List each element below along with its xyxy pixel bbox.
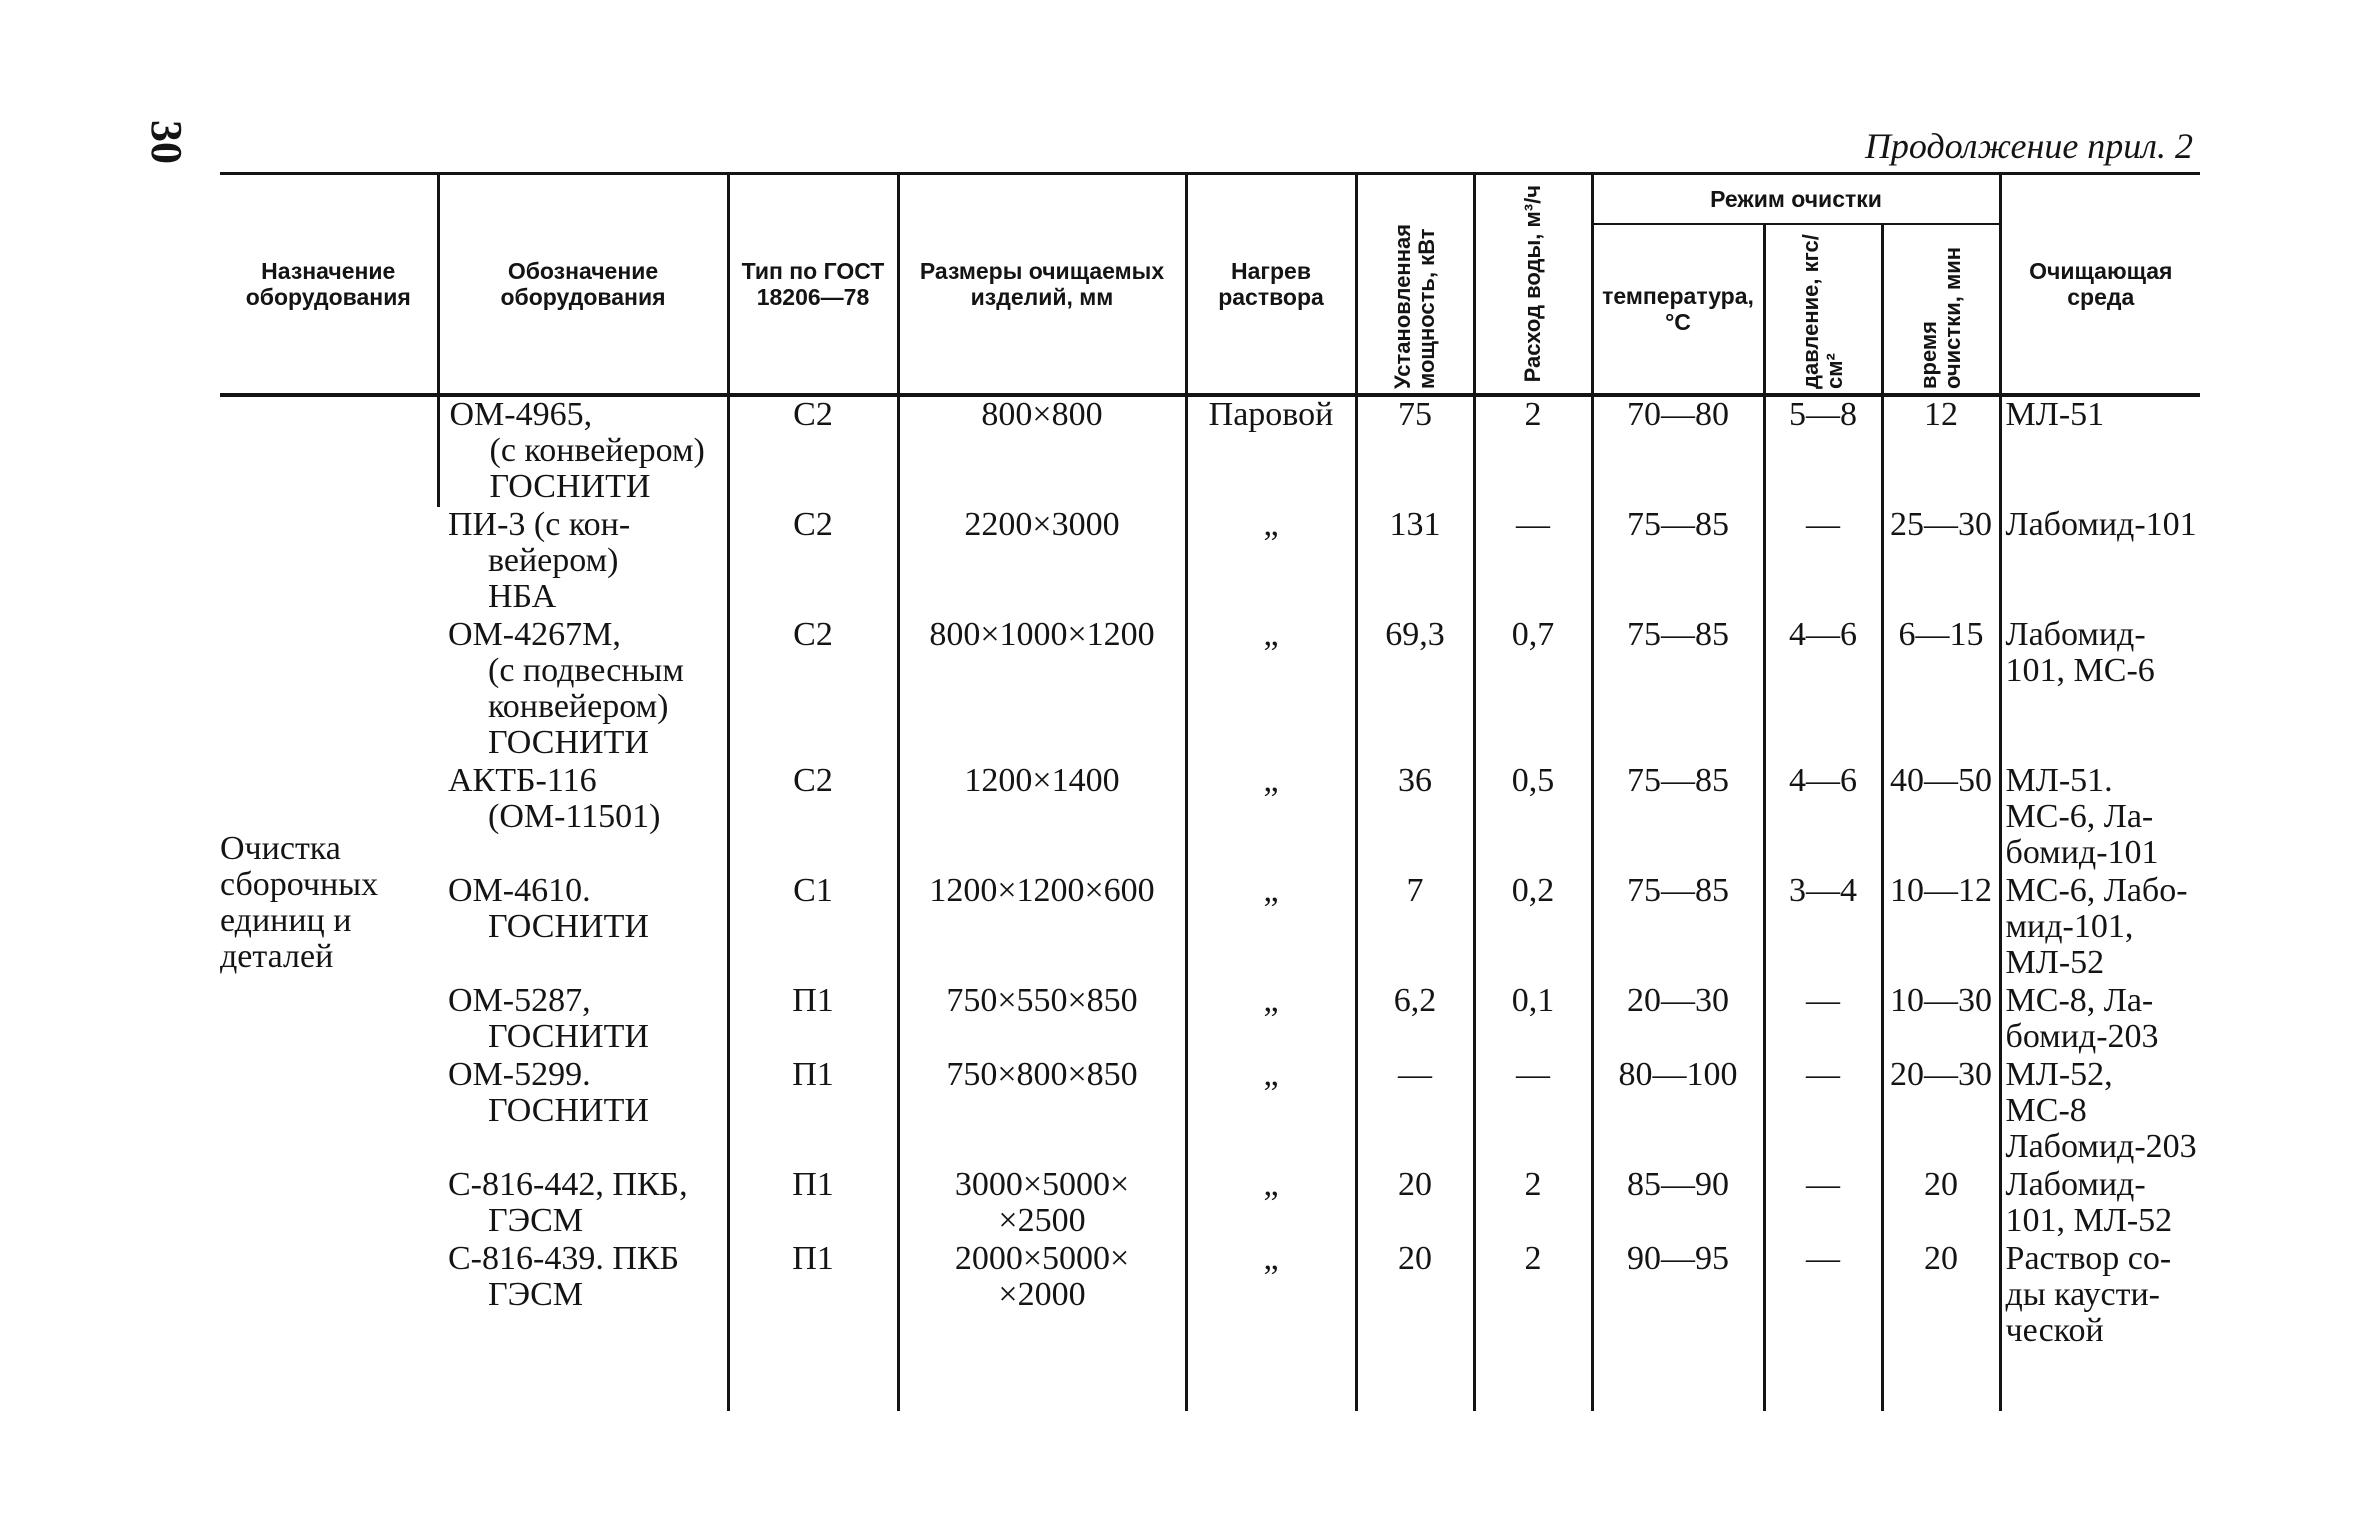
time-cell: 10—12: [1882, 873, 2000, 983]
table-row: [220, 873, 2200, 983]
sizes-cell: [898, 1057, 1186, 1167]
sizes-cell: [898, 1167, 1186, 1241]
time-cell: 6—15: [1882, 617, 2000, 763]
medium-cell-line: мид-101,: [2005, 908, 2134, 945]
medium-cell-line: МЛ-52: [2005, 944, 2105, 981]
spacer-cell: [1186, 1351, 1356, 1411]
spacer-cell: [898, 1351, 1186, 1411]
header-water: Расход воды, м³/ч: [1474, 174, 1592, 396]
spacer-cell: [1764, 1351, 1882, 1411]
table-row: [220, 1167, 2200, 1241]
medium-cell: [2000, 983, 2200, 1057]
purpose-cell: Очистка сборочных единиц и деталей: [220, 830, 379, 975]
header-medium: Очищающая среда: [2000, 174, 2200, 396]
medium-cell-line: МЛ-52, МС-8: [2005, 1056, 2113, 1129]
heating-cell: „: [1186, 763, 1356, 873]
medium-cell-line: Лабомид-: [2005, 1166, 2146, 1203]
table-row: [220, 507, 2200, 617]
designation-cell: [438, 617, 728, 763]
designation-cell-line: С-816-439. ПКБ: [448, 1240, 680, 1277]
medium-cell: [2000, 507, 2200, 617]
header-pressure: давление, кгс/см²: [1764, 224, 1882, 395]
pressure-cell: 4—6: [1764, 763, 1882, 873]
equipment-table: [220, 172, 2200, 1411]
type-cell: С2: [728, 617, 898, 763]
heating-cell: „: [1186, 983, 1356, 1057]
pressure-cell: 3—4: [1764, 873, 1882, 983]
sizes-cell-line: ×2000: [998, 1276, 1086, 1313]
page-number: 30: [142, 120, 191, 164]
pressure-cell: —: [1764, 983, 1882, 1057]
time-cell: 20—30: [1882, 1057, 2000, 1167]
time-cell: 25—30: [1882, 507, 2000, 617]
heating-cell: „: [1186, 507, 1356, 617]
header-temperature: температура, °С: [1592, 224, 1764, 395]
type-cell: С2: [728, 395, 898, 507]
time-cell: 40—50: [1882, 763, 2000, 873]
spacer-cell: [438, 1351, 728, 1411]
heating-cell: „: [1186, 873, 1356, 983]
medium-cell: [2000, 1241, 2200, 1351]
medium-cell-line: МС-8, Ла-: [2005, 982, 2154, 1019]
medium-cell: [2000, 1167, 2200, 1241]
water-cell: 2: [1474, 395, 1592, 507]
pressure-cell: —: [1764, 1057, 1882, 1167]
sizes-cell: [898, 763, 1186, 873]
temperature-cell: 75—85: [1592, 873, 1764, 983]
type-cell: С2: [728, 507, 898, 617]
temperature-cell: 70—80: [1592, 395, 1764, 507]
sizes-cell-line: 800×800: [981, 396, 1103, 433]
sizes-cell-line: 750×550×850: [946, 982, 1138, 1019]
medium-cell-line: Раствор со-: [2005, 1240, 2172, 1277]
designation-cell-line: АКТБ-116: [448, 762, 597, 799]
continuation-note: Продолжение прил. 2: [1864, 126, 2193, 166]
designation-cell-line: ГОСНИТИ: [488, 908, 649, 945]
water-cell: 2: [1474, 1167, 1592, 1241]
type-cell: П1: [728, 1167, 898, 1241]
designation-cell: [438, 1167, 728, 1241]
medium-cell-line: Лабомид-101: [2005, 506, 2197, 543]
type-cell: П1: [728, 1057, 898, 1167]
heating-cell: Паровой: [1186, 395, 1356, 507]
designation-cell-line: ГЭСМ: [488, 1202, 584, 1239]
spacer-cell: [1474, 1351, 1592, 1411]
medium-cell-line: МС-6, Лабо-: [2005, 872, 2188, 909]
designation-cell-line: ГОСНИТИ: [488, 724, 649, 761]
designation-cell-line: ПИ-3 (с кон-: [448, 506, 631, 543]
medium-cell-line: 101, МС-6: [2005, 652, 2155, 689]
designation-cell: [438, 763, 728, 873]
sizes-cell-line: 2200×3000: [964, 506, 1120, 543]
sizes-cell: [898, 395, 1186, 507]
designation-cell-line: НБА: [488, 578, 557, 615]
table-row: [220, 983, 2200, 1057]
spacer-cell: [1882, 1351, 2000, 1411]
medium-cell-line: 101, МЛ-52: [2005, 1202, 2173, 1239]
designation-cell: [438, 873, 728, 983]
spacer-cell: [1592, 1351, 1764, 1411]
medium-cell: [2000, 763, 2200, 873]
table-row: [220, 395, 2200, 507]
medium-cell-line: МЛ-51: [2005, 396, 2105, 433]
sizes-cell: [898, 983, 1186, 1057]
designation-cell-line: ГОСНИТИ: [488, 1018, 649, 1055]
designation-cell-line: ОМ-5287,: [448, 982, 591, 1019]
medium-cell-line: ческой: [2005, 1312, 2104, 1349]
header-designation: Обозначение оборудования: [438, 174, 728, 396]
sizes-cell-line: 1200×1200×600: [929, 872, 1155, 909]
header-type: Тип по ГОСТ 18206—78: [728, 174, 898, 396]
designation-cell-line: ОМ-5299.: [448, 1056, 591, 1093]
spacer-cell: [1356, 1351, 1474, 1411]
power-cell: 7: [1356, 873, 1474, 983]
sizes-cell-line: 2000×5000×: [954, 1240, 1130, 1277]
header-power: Установленная мощность, кВт: [1356, 174, 1474, 396]
power-cell: 75: [1356, 395, 1474, 507]
designation-cell: [438, 1241, 728, 1351]
power-cell: 6,2: [1356, 983, 1474, 1057]
temperature-cell: 75—85: [1592, 507, 1764, 617]
designation-cell-line: ОМ-4965,: [449, 396, 593, 433]
table-row: [220, 1241, 2200, 1351]
water-cell: —: [1474, 507, 1592, 617]
designation-cell-line: (с подвесным: [488, 652, 684, 689]
type-cell: С2: [728, 763, 898, 873]
sizes-cell-line: 800×1000×1200: [929, 616, 1155, 653]
medium-cell: [2000, 1057, 2200, 1167]
designation-cell-line: С-816-442, ПКБ,: [448, 1166, 688, 1203]
header-heating: Нагрев раствора: [1186, 174, 1356, 396]
sizes-cell: [898, 507, 1186, 617]
table-row: [220, 1057, 2200, 1167]
medium-cell-line: МС-6, Ла-: [2005, 798, 2154, 835]
water-cell: —: [1474, 1057, 1592, 1167]
heating-cell: „: [1186, 1241, 1356, 1351]
time-cell: 12: [1882, 395, 2000, 507]
designation-cell-line: (ОМ-11501): [488, 798, 661, 835]
power-cell: 20: [1356, 1241, 1474, 1351]
pressure-cell: 4—6: [1764, 617, 1882, 763]
designation-cell: [438, 1057, 728, 1167]
designation-cell: [438, 507, 728, 617]
pressure-cell: —: [1764, 1241, 1882, 1351]
medium-cell-line: МЛ-51.: [2005, 762, 2113, 799]
heating-cell: „: [1186, 617, 1356, 763]
temperature-cell: 80—100: [1592, 1057, 1764, 1167]
designation-cell-line: вейером): [488, 542, 619, 579]
sizes-cell: [898, 873, 1186, 983]
water-cell: 0,1: [1474, 983, 1592, 1057]
designation-cell-line: ГОСНИТИ: [489, 468, 651, 505]
heating-cell: „: [1186, 1167, 1356, 1241]
designation-cell-line: (с конвейером): [489, 432, 705, 469]
pressure-cell: —: [1764, 1167, 1882, 1241]
spacer-cell: [728, 1351, 898, 1411]
spacer-cell: [2000, 1351, 2200, 1411]
water-cell: 0,2: [1474, 873, 1592, 983]
medium-cell: [2000, 873, 2200, 983]
sizes-cell-line: ×2500: [998, 1202, 1086, 1239]
medium-cell-line: Лабомид-: [2005, 616, 2146, 653]
medium-cell-line: ды каусти-: [2005, 1276, 2161, 1313]
medium-cell-line: бомид-101: [2005, 834, 2159, 871]
power-cell: 20: [1356, 1167, 1474, 1241]
power-cell: 36: [1356, 763, 1474, 873]
designation-cell-line: конвейером): [488, 688, 669, 725]
table-row: [220, 763, 2200, 873]
medium-cell-line: Лабомид-203: [2005, 1128, 2197, 1165]
spacer-row: [220, 1351, 2200, 1411]
time-cell: 20: [1882, 1167, 2000, 1241]
water-cell: 2: [1474, 1241, 1592, 1351]
time-cell: 10—30: [1882, 983, 2000, 1057]
designation-cell-line: ГЭСМ: [488, 1276, 584, 1313]
power-cell: —: [1356, 1057, 1474, 1167]
power-cell: 131: [1356, 507, 1474, 617]
medium-cell: [2000, 395, 2200, 507]
sizes-cell-line: 3000×5000×: [954, 1166, 1130, 1203]
header-purpose: Назначение оборудования: [245, 257, 411, 310]
sizes-cell: [898, 617, 1186, 763]
medium-cell-line: бомид-203: [2005, 1018, 2159, 1055]
type-cell: П1: [728, 1241, 898, 1351]
temperature-cell: 90—95: [1592, 1241, 1764, 1351]
pressure-cell: —: [1764, 507, 1882, 617]
designation-cell-line: ОМ-4267М,: [448, 616, 621, 653]
type-cell: П1: [728, 983, 898, 1057]
pressure-cell: 5—8: [1764, 395, 1882, 507]
designation-cell: [438, 395, 728, 507]
sizes-cell: [898, 1241, 1186, 1351]
table-row: [220, 617, 2200, 763]
type-cell: С1: [728, 873, 898, 983]
power-cell: 69,3: [1356, 617, 1474, 763]
sizes-cell-line: 1200×1400: [964, 762, 1120, 799]
water-cell: 0,7: [1474, 617, 1592, 763]
designation-cell-line: ОМ-4610.: [448, 872, 591, 909]
designation-cell-line: ГОСНИТИ: [488, 1092, 649, 1129]
header-sizes: Размеры очищаемых изделий, мм: [898, 174, 1186, 396]
header-mode: Режим очистки: [1592, 174, 2000, 225]
temperature-cell: 75—85: [1592, 617, 1764, 763]
temperature-cell: 85—90: [1592, 1167, 1764, 1241]
water-cell: 0,5: [1474, 763, 1592, 873]
temperature-cell: 75—85: [1592, 763, 1764, 873]
designation-cell: [438, 983, 728, 1057]
time-cell: 20: [1882, 1241, 2000, 1351]
heating-cell: „: [1186, 1057, 1356, 1167]
header-time: время очистки, мин: [1882, 224, 2000, 395]
temperature-cell: 20—30: [1592, 983, 1764, 1057]
sizes-cell-line: 750×800×850: [946, 1056, 1138, 1093]
medium-cell: [2000, 617, 2200, 763]
